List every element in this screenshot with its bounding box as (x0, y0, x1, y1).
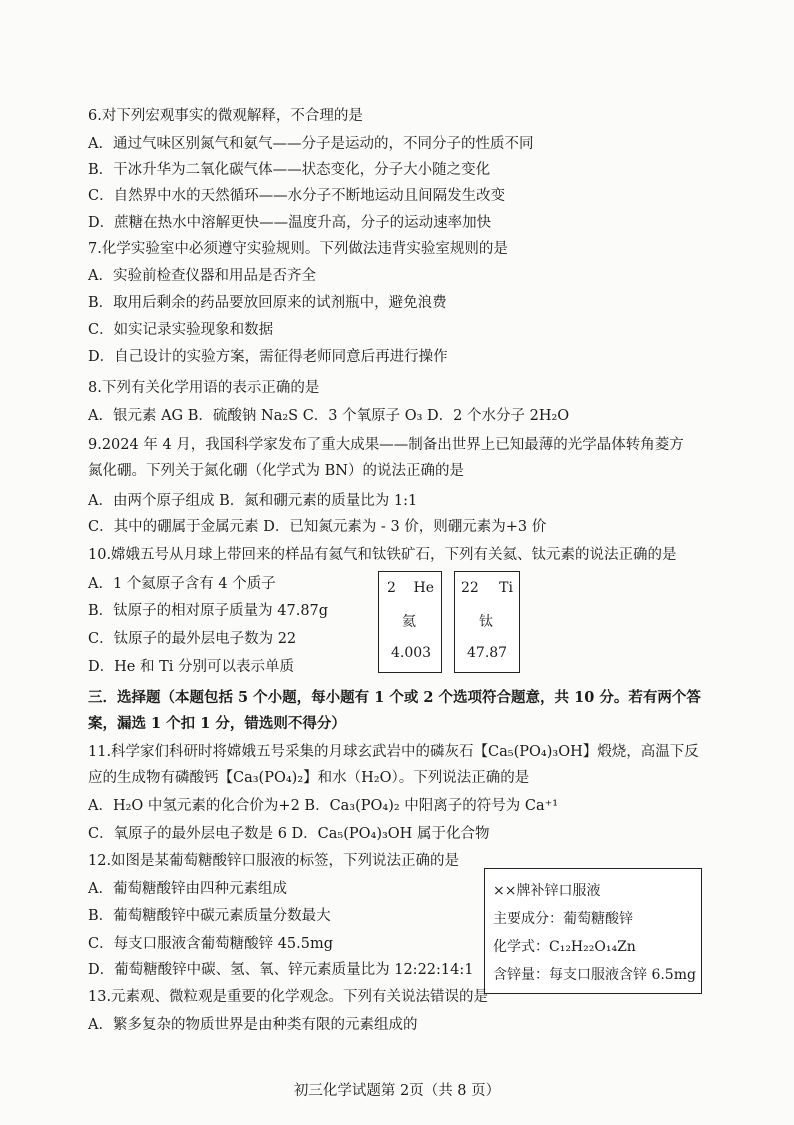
q6-stem: 6.对下列宏观事实的微观解释，不合理的是 (88, 108, 363, 124)
q8-options: A．银元素 AG B．硫酸钠 Na₂S C．3 个氧原子 O₃ D．2 个水分子 2H₂O (88, 408, 570, 424)
titanium-symbol: Ti (499, 580, 513, 596)
zinc-oral-liquid-label (484, 868, 702, 994)
q6-option-a: A．通过气味区别氮气和氨气——分子是运动的，不同分子的性质不同 (88, 136, 534, 152)
helium-element-card (378, 571, 442, 673)
q12-option-b: B．葡萄糖酸锌中碳元素质量分数最大 (88, 908, 331, 924)
q12-option-a: A．葡萄糖酸锌由四种元素组成 (88, 881, 287, 897)
titanium-element-card (454, 571, 520, 673)
q10-option-c: C．钛原子的最外层电子数为 22 (88, 631, 297, 647)
q7-option-a: A．实验前检查仪器和用品是否齐全 (88, 268, 316, 284)
q9-stem-line2: 氮化硼。下列关于氮化硼（化学式为 BN）的说法正确的是 (88, 463, 464, 479)
q11-stem-line2: 应的生成物有磷酸钙【Ca₃(PO₄)₂】和水（H₂O）。下列说法正确的是 (88, 770, 530, 786)
q13-stem: 13.元素观、微粒观是重要的化学观念。下列有关说法错误的是 (88, 989, 489, 1005)
titanium-name: 钛 (479, 614, 493, 630)
helium-mass: 4.003 (391, 645, 432, 661)
q7-option-c: C．如实记录实验现象和数据 (88, 322, 274, 338)
helium-atomic-number: 2 (387, 580, 396, 596)
section3-heading-line2: 案，漏选 1 个扣 1 分，错选则不得分） (88, 715, 346, 732)
q11-stem-line1: 11.科学家们科研时将嫦娥五号采集的月球玄武岩中的磷灰石【Ca₅(PO₄)₃OH】煅烧，高温下反 (88, 744, 699, 760)
q10-stem: 10.嫦娥五号从月球上带回来的样品有氦气和钛铁矿石，下列有关氦、钛元素的说法正确的是 (88, 547, 677, 563)
q8-stem: 8.下列有关化学用语的表示正确的是 (88, 380, 320, 396)
q7-stem: 7.化学实验室中必须遵守实验规则。下列做法违背实验室规则的是 (88, 241, 508, 257)
q10-option-d: D．He 和 Ti 分别可以表示单质 (88, 659, 294, 675)
helium-name: 氦 (402, 614, 416, 630)
page-footer: 初三化学试题第 2页（共 8 页） (293, 1083, 501, 1099)
helium-symbol: He (413, 580, 434, 596)
label-zinc-content: 含锌量：每支口服液含锌 6.5mg (493, 967, 696, 983)
section3-heading-line1: 三．选择题（本题包括 5 个小题，每小题有 1 个或 2 个选项符合题意，共 10 分。若有两个答 (88, 689, 701, 706)
q10-option-b: B．钛原子的相对原子质量为 47.87g (88, 603, 329, 619)
q6-option-b: B．干冰升华为二氧化碳气体——状态变化，分子大小随之变化 (88, 162, 491, 178)
titanium-atomic-number: 22 (461, 580, 479, 596)
q11-options-ab: A．H₂O 中氢元素的化合价为+2 B．Ca₃(PO₄)₂ 中阳离子的符号为 Ca⁺¹ (88, 798, 559, 814)
q10-option-a: A．1 个氦原子含有 4 个质子 (88, 576, 276, 592)
q7-option-b: B．取用后剩余的药品要放回原来的试剂瓶中，避免浪费 (88, 295, 447, 311)
q13-option-a: A．繁多复杂的物质世界是由种类有限的元素组成的 (88, 1017, 418, 1033)
label-ingredient: 主要成分：葡萄糖酸锌 (493, 911, 633, 927)
q9-options-ab: A．由两个原子组成 B．氮和硼元素的质量比为 1:1 (88, 493, 418, 509)
q6-option-d: D．蔗糖在热水中溶解更快——温度升高，分子的运动速率加快 (88, 215, 492, 231)
q12-stem: 12.如图是某葡萄糖酸锌口服液的标签，下列说法正确的是 (88, 853, 460, 869)
q11-options-cd: C．氧原子的最外层电子数是 6 D．Ca₅(PO₄)₃OH 属于化合物 (88, 826, 490, 842)
titanium-mass: 47.87 (467, 645, 508, 661)
q12-option-d: D．葡萄糖酸锌中碳、氢、氧、锌元素质量比为 12:22:14:1 (88, 962, 474, 978)
q7-option-d: D．自己设计的实验方案，需征得老师同意后再进行操作 (88, 349, 448, 365)
q6-option-c: C．自然界中水的天然循环——水分子不断地运动且间隔发生改变 (88, 188, 506, 204)
q9-options-cd: C．其中的硼属于金属元素 D．已知氮元素为 - 3 价，则硼元素为+3 价 (88, 519, 547, 535)
label-formula: 化学式：C₁₂H₂₂O₁₄Zn (493, 939, 636, 955)
q12-option-c: C．每支口服液含葡萄糖酸锌 45.5mg (88, 936, 334, 952)
label-title: ××牌补锌口服液 (493, 883, 601, 899)
q9-stem-line1: 9.2024 年 4 月，我国科学家发布了重大成果——制备出世界上已知最薄的光学晶体转角菱方 (88, 437, 684, 453)
